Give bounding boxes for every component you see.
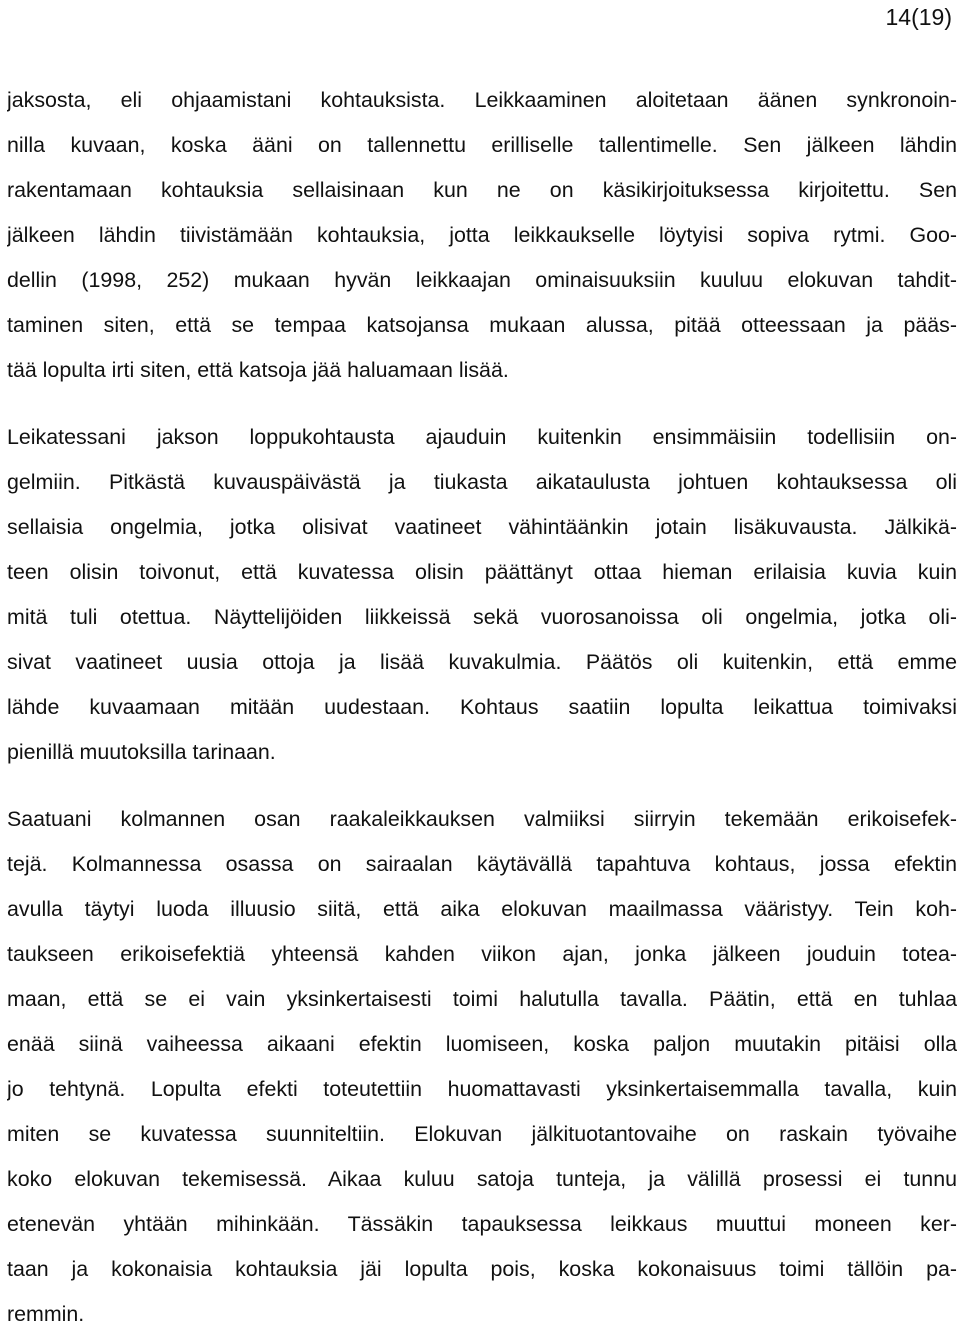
- text-line: enää siinä vaiheessa aikaani efektin luomiseen, koska paljon muutakin pitäisi olla: [7, 1032, 957, 1056]
- text-line: pienillä muutoksilla tarinaan.: [7, 740, 276, 764]
- paragraph: [7, 797, 957, 1337]
- text-line: nilla kuvaan, koska ääni on tallennettu erilliselle tallentimelle. Sen jälkeen lähdin: [7, 133, 957, 157]
- body-text: [7, 78, 957, 1337]
- text-line: miten se kuvatessa suunniteltiin. Elokuvan jälkituotantovaihe on raskain työvaihe: [7, 1122, 957, 1146]
- text-line: sivat vaatineet uusia ottoja ja lisää kuvakulmia. Päätös oli kuitenkin, että emme: [7, 650, 957, 674]
- text-line: koko elokuvan tekemisessä. Aikaa kuluu satoja tunteja, ja välillä prosessi ei tunnu: [7, 1167, 957, 1191]
- paragraph-gap: [7, 775, 957, 797]
- text-line: mitä tuli otettua. Näyttelijöiden liikkeissä sekä vuorosanoissa oli ongelmia, jotka oli-: [7, 605, 957, 629]
- text-line: taukseen erikoisefektiä yhteensä kahden viikon ajan, jonka jälkeen jouduin totea-: [7, 942, 957, 966]
- text-line: sellaisia ongelmia, jotka olisivat vaatineet vähintäänkin jotain lisäkuvausta. Jälkikä-: [7, 515, 957, 539]
- text-line: tejä. Kolmannessa osassa on sairaalan käytävällä tapahtuva kohtaus, jossa efektin: [7, 852, 957, 876]
- text-line: etenevän yhtään mihinkään. Tässäkin tapauksessa leikkaus muuttui moneen ker-: [7, 1212, 957, 1236]
- text-line: maan, että se ei vain yksinkertaisesti toimi halutulla tavalla. Päätin, että en tuhlaa: [7, 987, 957, 1011]
- paragraph: [7, 415, 957, 775]
- text-line: tää lopulta irti siten, että katsoja jää haluamaan lisää.: [7, 358, 509, 382]
- text-line: teen olisin toivonut, että kuvatessa olisin päättänyt ottaa hieman erilaisia kuvia kuin: [7, 560, 957, 584]
- text-line: taan ja kokonaisia kohtauksia jäi lopulta pois, koska kokonaisuus toimi tällöin pa-: [7, 1257, 957, 1281]
- text-line: jo tehtynä. Lopulta efekti toteutettiin huomattavasti yksinkertaisemmalla tavalla, kuin: [7, 1077, 957, 1101]
- text-line: rakentamaan kohtauksia sellaisinaan kun ne on käsikirjoituksessa kirjoitettu. Sen: [7, 178, 957, 202]
- text-line: jaksosta, eli ohjaamistani kohtauksista. Leikkaaminen aloitetaan äänen synkronoin-: [7, 88, 957, 112]
- paragraph: [7, 78, 957, 393]
- text-line: avulla täytyi luoda illuusio siitä, että aika elokuvan maailmassa vääristyy. Tein koh-: [7, 897, 957, 921]
- paragraph-gap: [7, 393, 957, 415]
- text-line: Leikatessani jakson loppukohtausta ajauduin kuitenkin ensimmäisiin todellisiin on-: [7, 425, 957, 449]
- text-line: remmin.: [7, 1302, 85, 1326]
- text-line: gelmiin. Pitkästä kuvauspäivästä ja tiukasta aikataulusta johtuen kohtauksessa oli: [7, 470, 957, 494]
- text-line: Saatuani kolmannen osan raakaleikkauksen valmiiksi siirryin tekemään erikoisefek-: [7, 807, 957, 831]
- text-line: jälkeen lähdin tiivistämään kohtauksia, jotta leikkaukselle löytyisi sopiva rytmi. Goo-: [7, 223, 957, 247]
- text-line: lähde kuvaamaan mitään uudestaan. Kohtaus saatiin lopulta leikattua toimivaksi: [7, 695, 957, 719]
- text-line: taminen siten, että se tempaa katsojansa mukaan alussa, pitää otteessaan ja pääs-: [7, 313, 957, 337]
- page-number: 14(19): [885, 4, 952, 30]
- text-line: dellin (1998, 252) mukaan hyvän leikkaajan ominaisuuksiin kuuluu elokuvan tahdit-: [7, 268, 957, 292]
